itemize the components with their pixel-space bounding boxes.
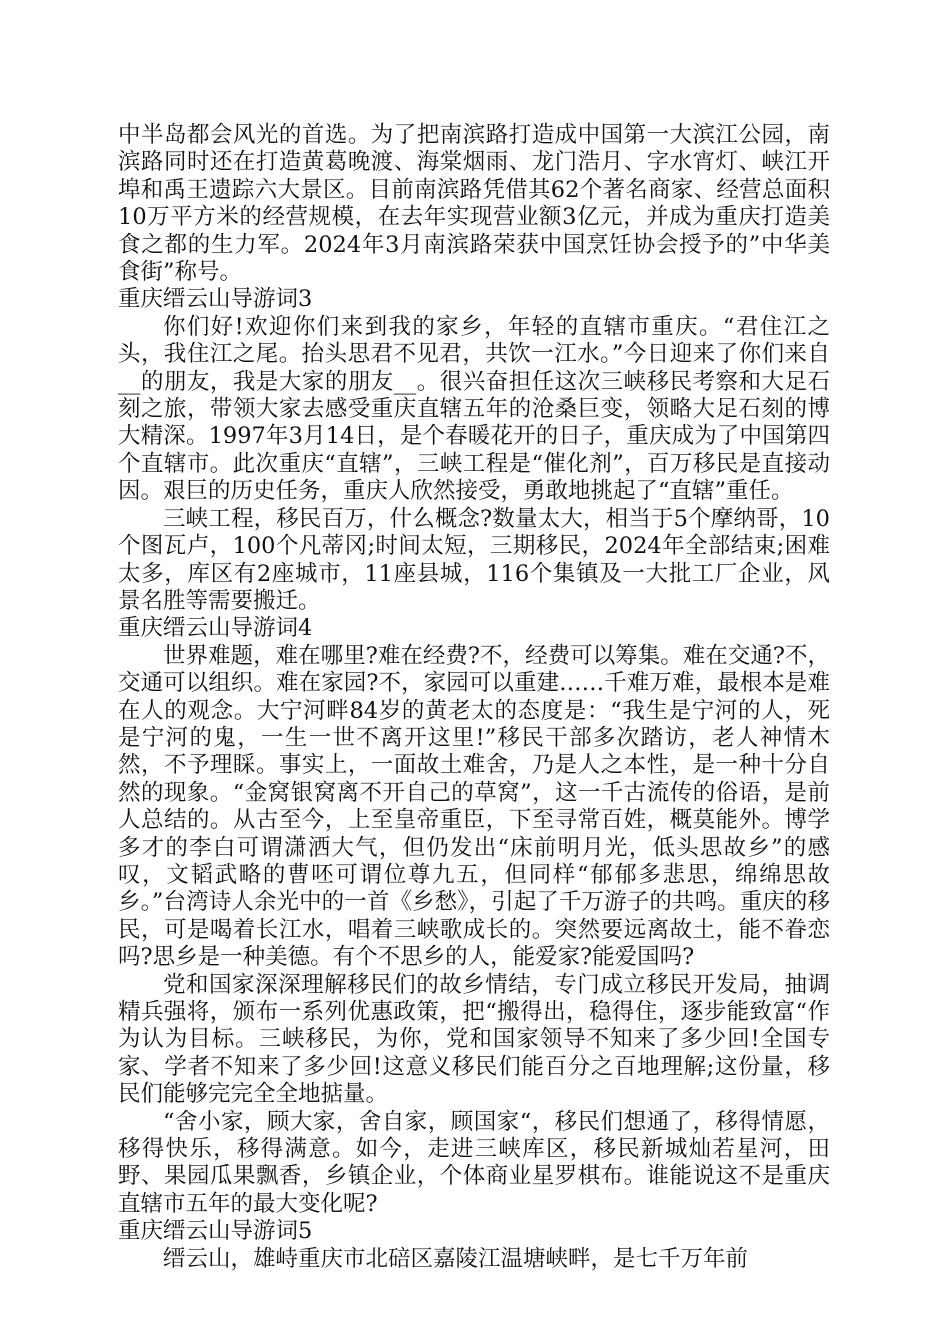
paragraph: 你们好!欢迎你们来到我的家乡，年轻的直辖市重庆。“君住江之头，我住江之尾。抬头思君不见君，共饮一江水。”今日迎来了你们来自__的朋友，我是大家的朋友__。很兴奋担任这次三峡移民考察和大足石刻之旅，带领大家去感受重庆直辖五年的沧桑巨变，领略大足石刻的博大精深。1997年3月14日，是个春暖花开的日子，重庆成为了中国第四个直辖市。此次重庆“直辖”，三峡工程是“催化剂”，百万移民是直接动因。艰巨的历史任务，重庆人欣然接受，勇敢地挑起了“直辖”重任。 [118, 313, 830, 505]
section-heading-3: 重庆缙云山导游词3 [118, 286, 313, 313]
paragraph: 党和国家深深理解移民们的故乡情结，专门成立移民开发局，抽调精兵强将，颁布一系列优惠政策，把“搬得出，稳得住，逐步能致富“作为认为目标。三峡移民，为你，党和国家领导不知来了多少回!全国专家、学者不知来了多少回!这意义移民们能百分之百地理解;这份量，移民们能够完完全全地掂量。 [118, 971, 830, 1108]
document-body [118, 122, 830, 1273]
section-heading-5: 重庆缙云山导游词5 [118, 1218, 313, 1245]
paragraph: 三峡工程，移民百万，什么概念?数量太大，相当于5个摩纳哥，10个图瓦卢，100个凡蒂冈;时间太短，三期移民，2024年全部结束;困难太多，库区有2座城市，11座县城，116个集镇及一大批工厂企业，风景名胜等需要搬迁。 [118, 505, 830, 614]
paragraph: 缙云山，雄峙重庆市北碚区嘉陵江温塘峡畔，是七千万年前 [163, 1245, 749, 1272]
paragraph-continuation: 中半岛都会风光的首选。为了把南滨路打造成中国第一大滨江公园，南滨路同时还在打造黄葛晚渡、海棠烟雨、龙门浩月、字水宵灯、峡江开埠和禹王遗踪六大景区。目前南滨路凭借其62个著名商家、经营总面积10万平方米的经营规模，在去年实现营业额3亿元，并成为重庆打造美食之都的生力军。2024年3月南滨路荣获中国烹饪协会授予的”中华美食街”称号。 [118, 122, 830, 286]
paragraph: 世界难题，难在哪里?难在经费?不，经费可以筹集。难在交通?不，交通可以组织。难在家园?不，家园可以重建……千难万难，最根本是难在人的观念。大宁河畔84岁的黄老太的态度是：“我生是宁河的人，死是宁河的鬼，一生一世不离开这里!”移民干部多次踏访，老人神情木然，不予理睬。事实上，一面故土难舍，乃是人之本性，是一种十分自然的现象。“金窝银窝离不开自己的草窝”，这一千古流传的俗语，是前人总结的。从古至今，上至皇帝重臣，下至寻常百姓，概莫能外。博学多才的李白可谓潇洒大气，但仍发出“床前明月光，低头思故乡”的感叹，文韬武略的曹呸可谓位尊九五，但同样“郁郁多悲思，绵绵思故乡。”台湾诗人余光中的一首《乡愁》，引起了千万游子的共鸣。重庆的移民，可是喝着长江水，唱着三峡歌成长的。突然要远离故土，能不眷恋吗?思乡是一种美德。有个不思乡的人，能爱家?能爱国吗? [118, 642, 830, 971]
paragraph: “舍小家，顾大家，舍自家，顾国家“，移民们想通了，移得情愿，移得快乐，移得满意。如今，走进三峡库区，移民新城灿若星河，田野、果园瓜果飘香，乡镇企业，个体商业星罗棋布。谁能说这不是重庆直辖市五年的最大变化呢? [118, 1108, 830, 1217]
section-heading-4: 重庆缙云山导游词4 [118, 615, 313, 642]
